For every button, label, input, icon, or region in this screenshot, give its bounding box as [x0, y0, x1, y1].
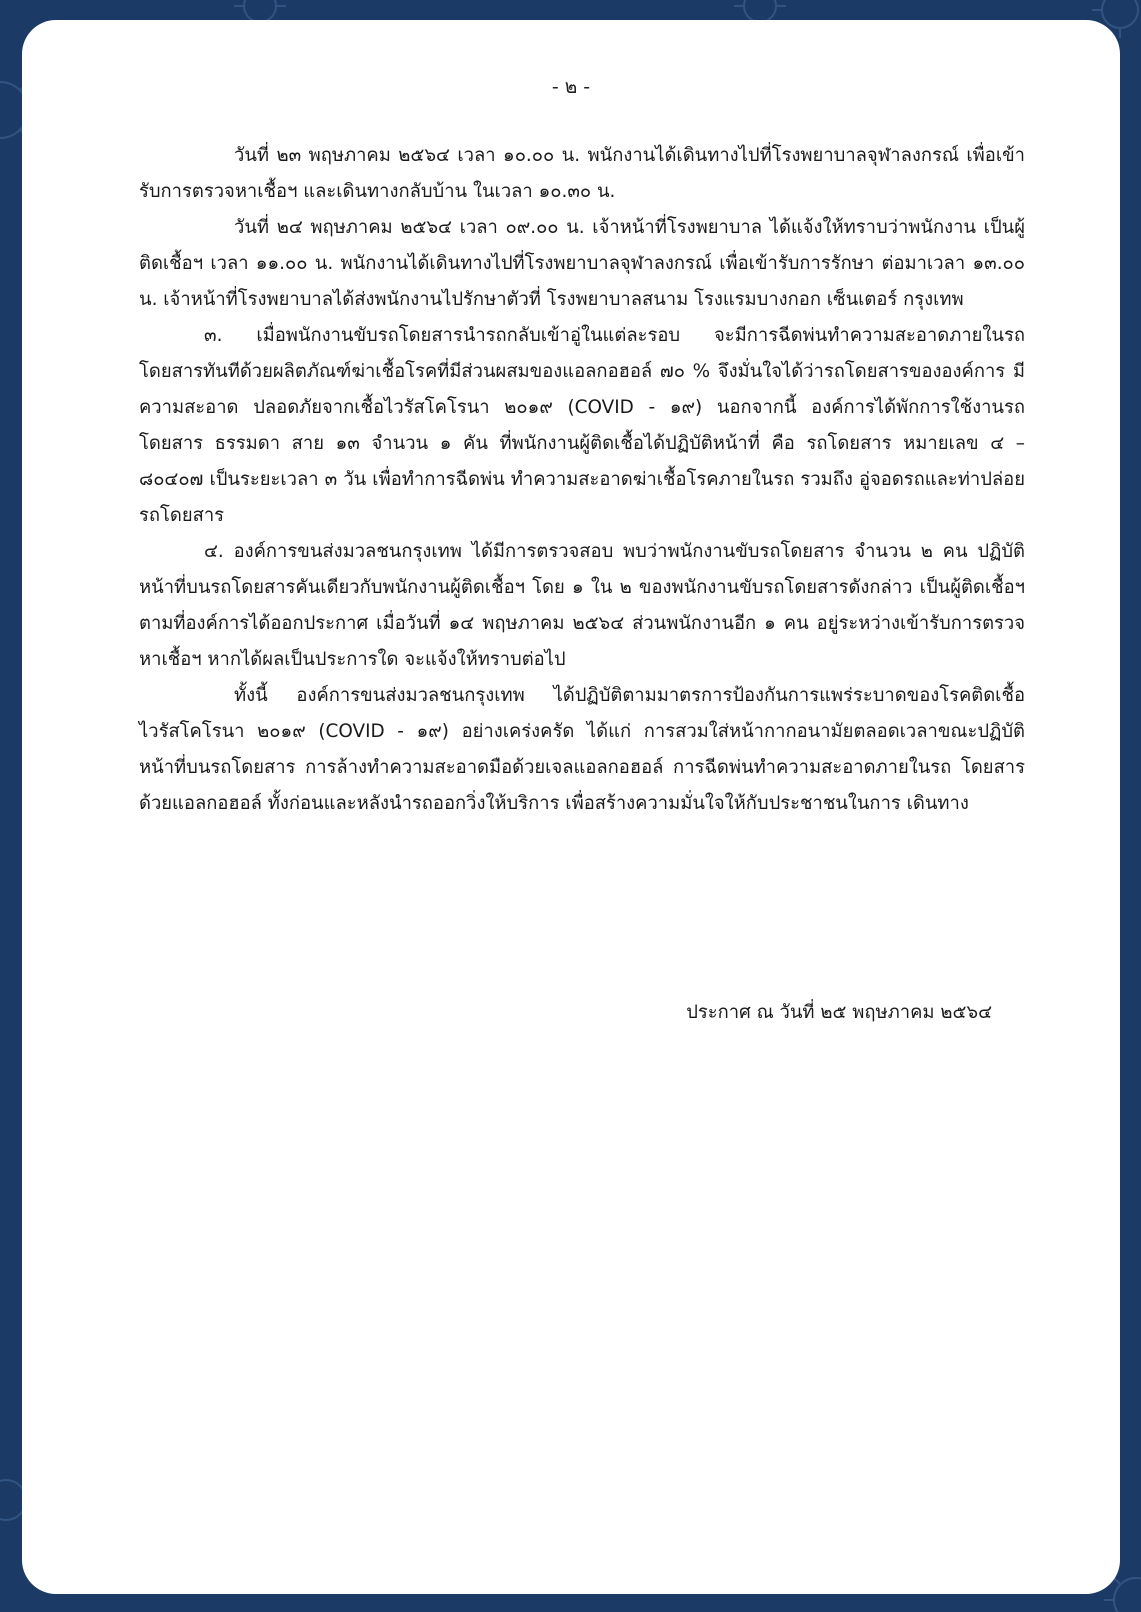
- page-number: - ๒ -: [551, 76, 591, 98]
- document-body: [139, 138, 1025, 822]
- document-page: [22, 20, 1120, 1594]
- paragraph-measures: ทั้งนี้ องค์การขนส่งมวลชนกรุงเทพ ได้ปฏิบัติตามมาตรการป้องกันการแพร่ระบาดของโรคติดเชื้อ ไวรัสโคโรนา ๒๐๑๙ (COVID - ๑๙) อย่างเคร่งครัด ได้แก่ การสวมใส่หน้ากากอนามัยตลอดเวลาขณะปฏิบัติ หน้าที่บนรถโดยสาร การล้างทำความสะอาดมือด้วยเจลแอลกอฮอล์ การฉีดพ่นทำความสะอาดภายในรถ โดยสารด้วยแอลกอฮอล์ ทั้งก่อนและหลังนำรถออกวิ่งให้บริการ เพื่อสร้างความมั่นใจให้กับประชาชนในการ เดินทาง: [139, 685, 1025, 814]
- paragraph-may-23: วันที่ ๒๓ พฤษภาคม ๒๕๖๔ เวลา ๑๐.๐๐ น. พนักงานได้เดินทางไปที่โรงพยาบาลจุฬาลงกรณ์ เพื่อเข้ารับการตรวจหาเชื้อฯ และเดินทางกลับบ้าน ในเวลา ๑๐.๓๐ น.: [139, 145, 1025, 202]
- paragraph-item-4: ๔. องค์การขนส่งมวลชนกรุงเทพ ได้มีการตรวจสอบ พบว่าพนักงานขับรถโดยสาร จำนวน ๒ คน ปฏิบัติหน้าที่บนรถโดยสารคันเดียวกับพนักงานผู้ติดเชื้อฯ โดย ๑ ใน ๒ ของพนักงานขับรถโดยสารดังกล่าว เป็นผู้ติดเชื้อฯ ตามที่องค์การได้ออกประกาศ เมื่อวันที่ ๑๔ พฤษภาคม ๒๕๖๔ ส่วนพนักงานอีก ๑ คน อยู่ระหว่างเข้ารับการตรวจหาเชื้อฯ หากได้ผลเป็นประการใด จะแจ้งให้ทราบต่อไป: [139, 541, 1025, 670]
- virus-icon: [734, 0, 786, 22]
- virus-icon: [234, 0, 286, 22]
- paragraph-may-24: วันที่ ๒๔ พฤษภาคม ๒๕๖๔ เวลา ๐๙.๐๐ น. เจ้าหน้าที่โรงพยาบาล ได้แจ้งให้ทราบว่าพนักงาน เป็นผู้ติดเชื้อฯ เวลา ๑๑.๐๐ น. พนักงานได้เดินทางไปที่โรงพยาบาลจุฬาลงกรณ์ เพื่อเข้ารับการรักษา ต่อมาเวลา ๑๓.๐๐ น. เจ้าหน้าที่โรงพยาบาลได้ส่งพนักงานไปรักษาตัวที่ โรงพยาบาลสนาม โรงแรมบางกอก เซ็นเตอร์ กรุงเทพ: [139, 217, 1025, 310]
- announcement-date: ประกาศ ณ วันที่ ๒๕ พฤษภาคม ๒๕๖๔: [686, 1002, 992, 1023]
- paragraph-item-3: ๓. เมื่อพนักงานขับรถโดยสารนำรถกลับเข้าอู่ในแต่ละรอบ จะมีการฉีดพ่นทำความสะอาดภายในรถ โดยสารทันทีด้วยผลิตภัณฑ์ฆ่าเชื้อโรคที่มีส่วนผสมของแอลกอฮอล์ ๗๐ % จึงมั่นใจได้ว่ารถโดยสารขององค์การ มีความสะอาด ปลอดภัยจากเชื้อไวรัสโคโรนา ๒๐๑๙ (COVID - ๑๙) นอกจากนี้ องค์การได้พักการใช้งานรถโดยสาร ธรรมดา สาย ๑๓ จำนวน ๑ คัน ที่พนักงานผู้ติดเชื้อได้ปฏิบัติหน้าที่ คือ รถโดยสาร หมายเลข ๔ – ๘๐๔๐๗ เป็นระยะเวลา ๓ วัน เพื่อทำการฉีดพ่น ทำความสะอาดฆ่าเชื้อโรคภายในรถ รวมถึง อู่จอดรถและท่าปล่อย รถโดยสาร: [139, 325, 1025, 526]
